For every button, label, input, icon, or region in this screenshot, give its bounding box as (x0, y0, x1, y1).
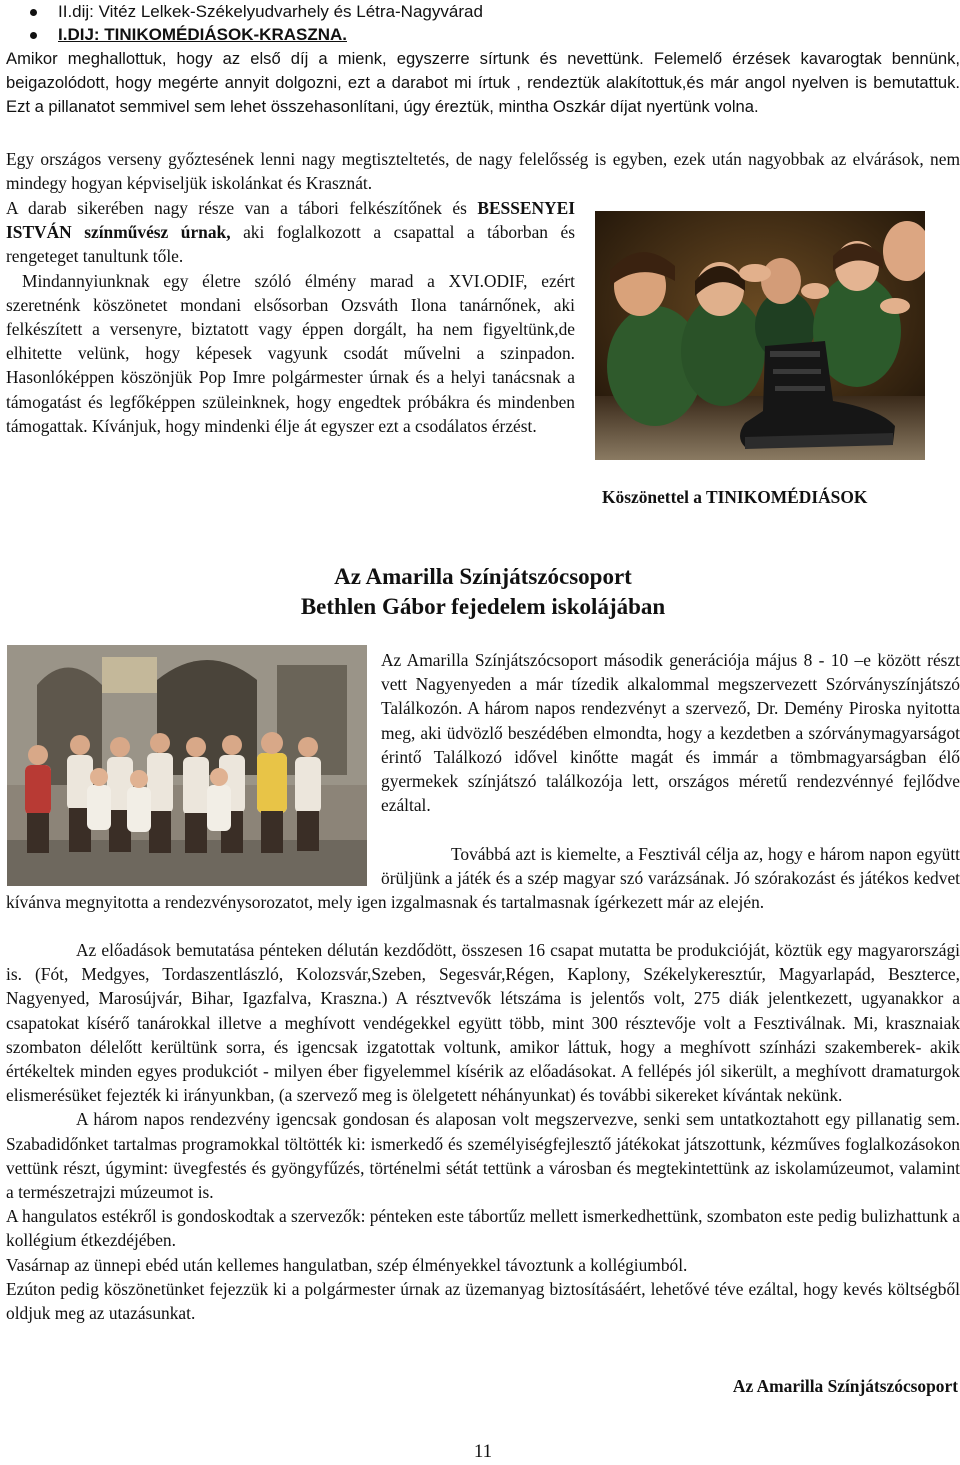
amarilla-title-line-2: Bethlen Gábor fejedelem iskolájában (300, 594, 666, 619)
tiniko-p1-text: Amikor meghallottuk, hogy az első díj a mienk, egyszerre sírtunk és nevettünk. Felemelő érzések kavarogtak bennünk, beigazolódott, hogy megérte annyit dolgozni, ezt a darabot mi írtuk , rendeztük alakítottuk,és már angol nyelven is bemutattuk. (6, 49, 960, 93)
amarilla-title-line-1: Az Amarilla Színjátszócsoport (334, 564, 632, 589)
tiniko-paragraph-1 (6, 47, 960, 120)
award-text: II.dij: Vitéz Lelkek-Székelyudvarhely és Létra-Nagyvárad (58, 2, 483, 21)
tiniko-body (6, 147, 960, 195)
amarilla-paragraph-6: Vasárnap az ünnepi ebéd után kellemes hangulatban, szép élményekkel távoztunk a kollégiumból. (6, 1254, 688, 1275)
tiniko-photo (595, 211, 925, 460)
amarilla-paragraph-5: A hangulatos estékről is gondoskodtak a szervezők: pénteken este tábortűz mellett ismerkedhettünk, szombaton este pedig bulizhattunk a kollégium étkezdéjében. (6, 1206, 960, 1251)
tiniko-paragraph-4: Mindannyiunknak egy életre szóló élmény marad a XVI.ODIF, ezért szeretnénk köszönetet mondani elsősorban Ozsváth Ilona tanárnőnek, aki felkészített a versenyre, biztatott vagy éppen dorgált, ha nem figyeltünk,de elhitette velünk, hogy képesek vagyunk csodát művelni a szinpadon. Hasonlóképpen köszönjük Pop Imre polgármester úrnak és a helyi tanácsnak a támogatást és legfőképpen szüleinknek, hogy engedtek próbákra és mindenben támogattak. Kívánjuk, hogy mindenki élje át egyszer ezt a csodálatos érzést. (6, 270, 575, 436)
amarilla-paragraph-2: Továbbá azt is kiemelte, a Fesztivál célja az, hogy e három napon együtt örüljünk a játék és a szép magyar szó varázsának. Jó szórakozást és játékos kedvet kívánva megnyitotta a rendezvénysorozatot, mely igen izgalmasnak és tartalmasnak ígérkezett már az elején. (6, 844, 960, 913)
amarilla-title (0, 562, 960, 622)
amarilla-paragraph-7: Ezúton pedig köszönetünket fejezzük ki a polgármester úrnak az üzemanyag biztosításáért, lehetővé téve ezáltal, hogy kevés költségből oldjuk meg az utazásunkat. (6, 1278, 960, 1324)
amarilla-right-column (381, 648, 960, 817)
amarilla-body (6, 938, 960, 1325)
amarilla-paragraph-2-block (6, 842, 960, 915)
tiniko-photo-image (595, 211, 925, 460)
award-text: I.DIJ: TINIKOMÉDIÁSOK-KRASZNA. (58, 25, 347, 44)
tiniko-paragraph-3: A darab sikerében nagy része van a tábori felkészítőnek és BESSENYEI ISTVÁN színművész úrnak, aki foglalkozott a csapattal a táborban és rengeteget tanultunk tőle. (6, 198, 575, 267)
tiniko-intro (6, 47, 960, 120)
tiniko-p1b-text: Ezt a pillanatot semmivel sem lehet összehasonlítani, úgy éreztük, mintha Oszkár díjat nyertünk volna. (6, 97, 759, 117)
amarilla-signature: Az Amarilla Színjátszócsoport (732, 1376, 958, 1396)
amarilla-paragraph-4: A három napos rendezvény igencsak gondosan és alaposan volt megszervezve, senki sem untatkoztahott egy pillanatig sem. Szabadidőnket tartalmas programokkal töltötték ki: ismerkedő és személyiségfejlesztő játékokat játszottunk, kézműves foglalkozásokon vettünk részt, úgymint: üvegfestés és gyöngyfűzés, történelmi sétát tettünk a városban és megtekintettünk az iskolamúzeumot, valamint a természetrajzi múzeumot is. (6, 1109, 960, 1203)
bessenyei-name: BESSENYEI ISTVÁN színművész úrnak, (6, 198, 575, 243)
photo-wrap-spacer (6, 842, 381, 890)
amarilla-paragraph-1: Az Amarilla Színjátszócsoport második generációja május 8 - 10 –e között részt vett Nagyenyeden a már tízedik alkalommal megszervezett Szórványszínjátszó Találkozón. A három napos rendezvényt a szervező, Dr. Demény Piroska nyitotta meg, aki üdvözlő beszédében elmondta, hogy a kezdetben a szórványmagyarságot érintő Találkozó idővel kinőtte magát és immár a tömbmagyarságban élő gyermekek színjátszó találkozója lett, országos méretű rendezvénnyé fejlődve ezáltal. (381, 650, 960, 816)
amarilla-paragraph-3: Az előadások bemutatása pénteken délután kezdődött, összesen 16 csapat mutatta be produkcióját, köztük egy magyarországi is. (Fót, Medgyes, Tordaszentlászló, Kolozsvár,Szeben, Segesvár,Régen, Kaplony, Székelykeresztúr, Magyarlapád, Beszterce, Nagyenyed, Marosújvár, Bihar, Igazfalva, Kraszna.) A résztvevők létszáma is jelentős volt, 275 diák jelentkezett, ugyanakkor a csapatokat kísérő tanárokkal illetve a meghívott vendégekkel együtt több, mint 300 résztevője volt a Fesztiválnak. Mi, krasznaiak szombaton délelőtt kerültünk sorra, és igencsak izgatottak voltunk, amikor láttuk, hogy a meghívott színházi szakemberek- akik értékeltek minden egyes produkciót - milyen éber figyelemmel kísérik az előadásokat. A fellépés jól sikerült, a meghívott dramaturgok elismerésüket fejezték ki irányunkban, (a szervező meg is ölelgetett néhányunkat) és további sikereket kívántak nekünk. (6, 940, 960, 1106)
tiniko-paragraph-2: Egy országos verseny győztesének lenni nagy megtiszteltetés, de nagy felelősség is egyben, ezek után nagyobbak az elvárások, nem mindegy hogyan képviseljük iskolánkat és Krasznát. (6, 149, 960, 194)
bullet-icon (30, 9, 37, 16)
tiniko-left-column (6, 196, 575, 438)
page-number: 11 (473, 1441, 493, 1462)
bullet-icon (30, 32, 37, 39)
tiniko-signature: Köszönettel a TINIKOMÉDIÁSOK (602, 487, 868, 507)
